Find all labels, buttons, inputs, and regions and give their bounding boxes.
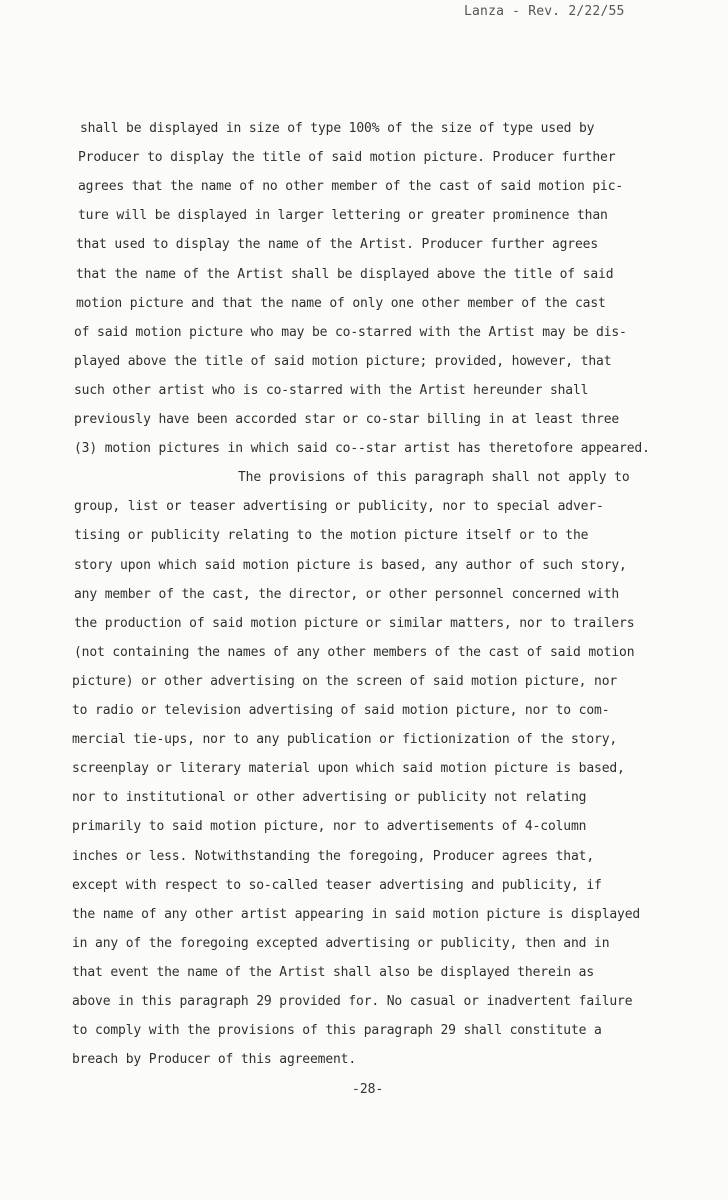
text-line: primarily to said motion picture, nor to advertisements of 4-column <box>72 819 587 834</box>
text-line: screenplay or literary material upon which said motion picture is based, <box>72 761 625 776</box>
text-line: except with respect to so-called teaser advertising and publicity, if <box>72 878 602 893</box>
text-line: shall be displayed in size of type 100% of the size of type used by <box>80 121 595 136</box>
text-line: group, list or teaser advertising or publicity, nor to special adver- <box>74 499 604 514</box>
text-line: that the name of the Artist shall be displayed above the title of said <box>76 267 614 282</box>
text-line: breach by Producer of this agreement. <box>72 1052 357 1067</box>
text-line: mercial tie-ups, nor to any publication or fictionization of the story, <box>72 732 618 747</box>
text-line: inches or less. Notwithstanding the foregoing, Producer agrees that, <box>72 849 595 864</box>
text-line: above in this paragraph 29 provided for. No casual or inadvertent failure <box>72 994 633 1009</box>
text-line: of said motion picture who may be co-starred with the Artist may be dis- <box>74 325 627 340</box>
text-line: that used to display the name of the Artist. Producer further agrees <box>76 237 599 252</box>
page-number: -28- <box>352 1082 384 1097</box>
text-line: to radio or television advertising of said motion picture, nor to com- <box>72 703 610 718</box>
text-line: (3) motion pictures in which said co--star artist has theretofore appeared. <box>74 441 650 456</box>
text-line: any member of the cast, the director, or other personnel concerned with <box>74 587 620 602</box>
text-line: The provisions of this paragraph shall not apply to <box>238 470 630 485</box>
text-line: tising or publicity relating to the motion picture itself or to the <box>74 528 589 543</box>
text-line: played above the title of said motion picture; provided, however, that <box>74 354 612 369</box>
text-line: (not containing the names of any other members of the cast of said motion <box>74 645 635 660</box>
revision-reference: Lanza - Rev. 2/22/55 <box>464 4 625 19</box>
text-line: picture) or other advertising on the screen of said motion picture, nor <box>72 674 618 689</box>
text-line: the production of said motion picture or similar matters, nor to trailers <box>74 616 635 631</box>
text-line: agrees that the name of no other member of the cast of said motion pic- <box>78 179 624 194</box>
text-line: that event the name of the Artist shall also be displayed therein as <box>72 965 595 980</box>
text-line: nor to institutional or other advertising or publicity not relating <box>72 790 587 805</box>
text-line: motion picture and that the name of only one other member of the cast <box>76 296 606 311</box>
text-line: to comply with the provisions of this paragraph 29 shall constitute a <box>72 1023 602 1038</box>
text-line: story upon which said motion picture is based, any author of such story, <box>74 558 627 573</box>
text-line: ture will be displayed in larger lettering or greater prominence than <box>78 208 608 223</box>
text-line: Producer to display the title of said motion picture. Producer further <box>78 150 616 165</box>
text-line: the name of any other artist appearing in said motion picture is displayed <box>72 907 641 922</box>
text-line: such other artist who is co-starred with the Artist hereunder shall <box>74 383 589 398</box>
text-line: previously have been accorded star or co-star billing in at least three <box>74 412 620 427</box>
text-line: in any of the foregoing excepted advertising or publicity, then and in <box>72 936 610 951</box>
